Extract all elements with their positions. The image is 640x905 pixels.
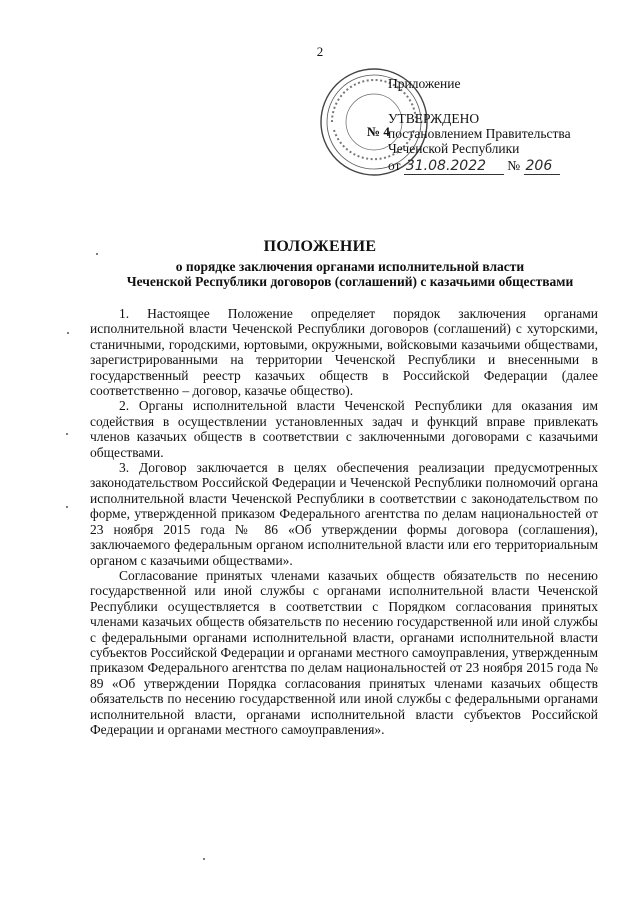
- page-number: 2: [316, 44, 324, 59]
- approved-by-line-1: постановлением Правительства: [388, 126, 571, 141]
- approved-by-line-2: Чеченской Республики: [388, 141, 520, 156]
- document-title: ПОЛОЖЕНИЕ: [263, 238, 377, 255]
- subtitle-line-2: Чеченской Республики договоров (соглашений) с казачьими обществами: [126, 274, 574, 289]
- scan-speck: [203, 858, 205, 860]
- paragraph-1: 1. Настоящее Положение определяет порядок заключения органами исполнительной власти Чеченской Республики договоров (соглашений) с хуторскими, станичными, городскими, юртовыми, окружными, войсковыми казачьими обществами, зарегистрированными на территории Чеченской Республики и внесенными в государственный реестр казачьих обществ в Российской Федерации (далее соответственно – договор, казачье общество).: [90, 306, 598, 399]
- subtitle-line-1: о порядке заключения органами исполнительной власти: [175, 259, 525, 274]
- scan-speck: [66, 433, 68, 435]
- scan-speck: [67, 332, 69, 334]
- handwritten-number: 206: [524, 159, 560, 175]
- document-body: [90, 306, 598, 737]
- document-subtitle: [60, 259, 640, 289]
- paragraph-3: 3. Договор заключается в целях обеспечения реализации предусмотренных законодательством Российской Федерации и Чеченской Республики полномочий органа исполнительной власти Чеченской Республики в соответствии с законодательством по форме, утвержденной приказом Федерального агентства по делам национальностей от 23 ноября 2015 года № 86 «Об утверждении формы договора (соглашения), заключаемого федеральным органом исполнительной власти или его территориальным органом с казачьими обществами».: [90, 460, 598, 568]
- date-number-row: [388, 158, 628, 175]
- annex-label: Приложение: [388, 76, 461, 91]
- approval-block: [388, 76, 628, 175]
- stamp-number: № 4: [367, 124, 390, 139]
- number-prefix: №: [507, 158, 521, 173]
- approved-label: УТВЕРЖДЕНО: [388, 111, 480, 126]
- paragraph-2: 2. Органы исполнительной власти Чеченской Республики для оказания им содействия в осуществлении установленных задач и функций вправе привлекать членов казачьих обществ в соответствии с заключенными договорами с казачьими обществами.: [90, 398, 598, 460]
- handwritten-date: 31.08.2022: [404, 159, 504, 175]
- scan-speck: [66, 506, 68, 508]
- scan-speck: [96, 253, 98, 255]
- date-prefix: от: [388, 158, 401, 173]
- paragraph-4: Согласование принятых членами казачьих обществ обязательств по несению государственной или иной службы с органами исполнительной власти Чеченской Республики осуществляется в соответствии с Порядком согласования принятых членами казачьих обществ обязательств по несению государственной или иной службы с федеральными органами исполнительной власти, органами исполнительной власти субъектов Российской Федерации и органами местного самоуправления, утвержденным приказом Федерального агентства по делам национальностей от 23 ноября 2015 года № 89 «Об утверждении Порядка согласования принятых членами казачьих обществ обязательств по несению государственной или иной службы с федеральными органами исполнительной власти, органами исполнительной власти субъектов Российской Федерации и органами местного самоуправления».: [90, 567, 598, 737]
